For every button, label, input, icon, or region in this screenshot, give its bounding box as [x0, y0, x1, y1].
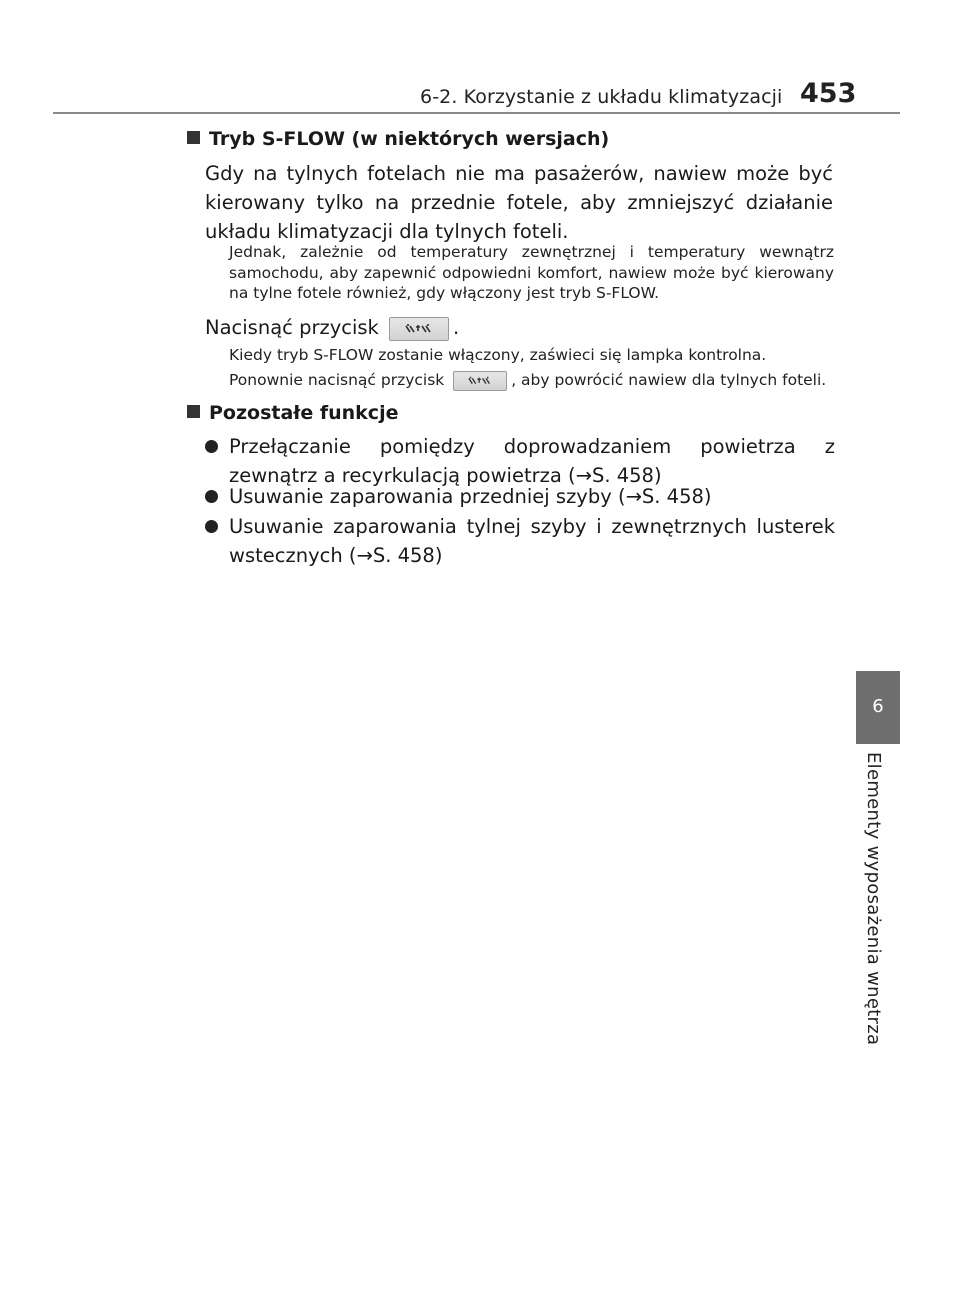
s-flow-button-icon — [453, 371, 507, 391]
sflow-heading — [187, 128, 609, 150]
sflow-heading-text: Tryb S-FLOW (w niektórych wersjach) — [209, 128, 610, 150]
chapter-number: 6 — [872, 696, 884, 717]
square-bullet-icon — [187, 405, 200, 418]
header-divider — [53, 112, 900, 114]
sflow-press-line — [205, 313, 833, 342]
again-suffix: , aby powrócić nawiew dla tylnych foteli. — [511, 371, 827, 389]
again-prefix: Ponownie nacisnąć przycisk — [229, 371, 445, 389]
chapter-title: Elementy wyposażenia wnętrza — [863, 752, 884, 1046]
list-item-text: Przełączanie pomiędzy doprowadzaniem powietrza z zewnątrz a recyrkulacją powietrza (→S. 458) — [229, 435, 835, 487]
page-number: 453 — [800, 78, 857, 109]
list-item — [205, 482, 835, 511]
s-flow-button-icon — [389, 317, 449, 341]
sflow-intro: Gdy na tylnych fotelach nie ma pasażerów, nawiew może być kierowany tylko na przednie fotele, aby zmniejszyć działanie układu klimatyzacji dla tylnych foteli. — [205, 162, 833, 243]
square-bullet-icon — [187, 131, 200, 144]
other-heading-text: Pozostałe funkcje — [209, 402, 399, 424]
press-prefix: Nacisnąć przycisk — [205, 316, 379, 339]
list-item-text: Usuwanie zaparowania przedniej szyby (→S. 458) — [229, 485, 712, 508]
list-item-text: Usuwanie zaparowania tylnej szyby i zewnętrznych lusterek wstecznych (→S. 458) — [229, 515, 835, 567]
round-bullet-icon — [205, 490, 218, 503]
press-suffix: . — [453, 316, 460, 339]
sflow-note: Jednak, zależnie od temperatury zewnętrznej i temperatury wewnątrz samochodu, aby zapewnić odpowiedni komfort, nawiew może być kierowany na tylne fotele również, gdy włączony jest tryb S-FLOW. — [229, 243, 834, 302]
section-header: 6-2. Korzystanie z układu klimatyzacji — [420, 86, 783, 108]
sflow-again-line — [229, 370, 834, 391]
other-heading — [187, 402, 398, 424]
list-item — [205, 512, 835, 570]
round-bullet-icon — [205, 520, 218, 533]
round-bullet-icon — [205, 440, 218, 453]
sflow-on-note: Kiedy tryb S-FLOW zostanie włączony, zaświeci się lampka kontrolna. — [229, 346, 767, 364]
